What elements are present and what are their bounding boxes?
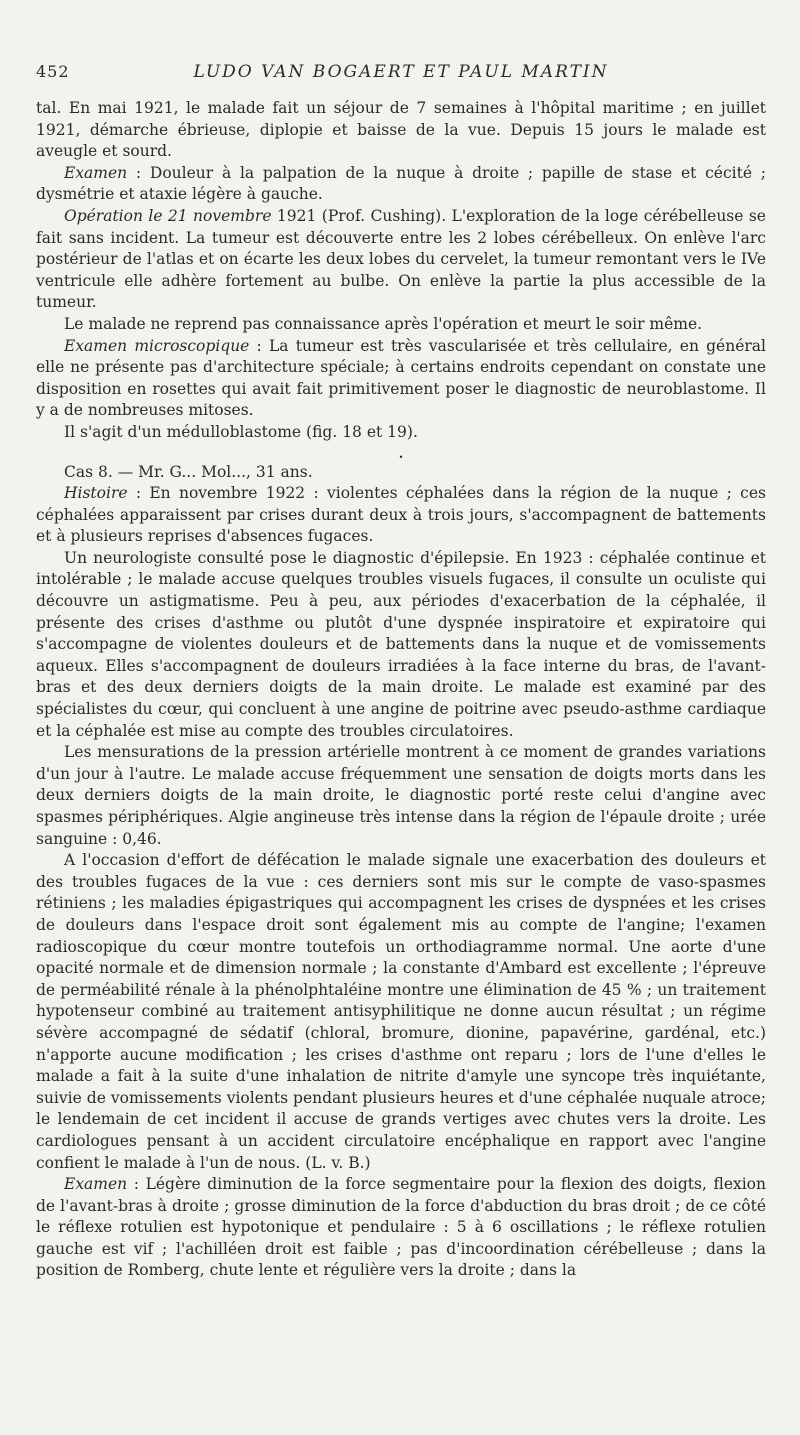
paragraph: Les mensurations de la pression artérielle montrent à ce moment de grandes variations d'un jour à l'autre. Le malade accuse fréquemment une sensation de doigts morts dans les deux derniers doigts de la main droite, le diagnostic porté reste celui d'angine avec spasmes périphériques. Algie angineuse très intense dans la région de l'épaule droite ; urée sanguine : 0,46. — [36, 743, 766, 848]
paragraph-label: Examen microscopique — [64, 336, 250, 355]
body-text — [36, 98, 766, 1282]
section-gap — [36, 444, 766, 454]
paragraph: Opération le 21 novembre 1921 (Prof. Cushing). L'exploration de la loge cérébelleuse se fait sans incident. La tumeur est découverte entre les 2 lobes cérébelleux. On enlève l'arc postérieur de l'atlas et on écarte les deux lobes du cervelet, la tumeur remontant vers le IVe ventricule elle adhère fortement au bulbe. On enlève la partie la plus accessible de la tumeur. — [36, 206, 766, 312]
paragraph-label: Examen — [64, 1175, 128, 1194]
paragraph: Examen : Légère diminution de la force segmentaire pour la flexion des doigts, flexion de l'avant-bras à droite ; grosse diminution de la force d'abduction du bras droit ; de ce côté le réflexe rotulien est hypotonique et pendulaire : 5 à 6 oscillations ; le réflexe rotulien gauche est vif ; l'achilléen droit est faible ; pas d'incoordination cérébelleuse ; dans la position de Romberg, chute lente et régulière vers la droite ; dans la — [36, 1175, 766, 1280]
page-header — [36, 62, 766, 92]
paragraph: Un neurologiste consulté pose le diagnostic d'épilepsie. En 1923 : céphalée continue et intolérable ; le malade accuse quelques troubles visuels fugaces, il consulte un oculiste qui découvre un astigmatisme. Peu à peu, aux périodes d'exacerbation de la céphalée, il présente des crises d'asthme ou plutôt d'une dyspnée inspiratoire et expiratoire qui s'accompagne de violentes douleurs et de battements dans la nuque et de vomissements aqueux. Elles s'accompagnent de douleurs irradiées à la face interne du bras, de l'avant-bras et des deux derniers doigts de la main droite. Le malade est examiné par des spécialistes du cœur, qui concluent à une angine de poitrine avec pseudo-asthme cardiaque et la céphalée est mise au compte des troubles circulatoires. — [36, 548, 766, 740]
paragraph-label: Examen — [64, 163, 128, 182]
paragraph: tal. En mai 1921, le malade fait un séjour de 7 semaines à l'hôpital maritime ; en juillet 1921, démarche ébrieuse, diplopie et baisse de la vue. Depuis 15 jours le malade est aveugle et sourd. — [36, 99, 766, 161]
paragraph-label: Histoire — [64, 484, 128, 503]
paragraph: Examen microscopique : La tumeur est très vascularisée et très cellulaire, en général elle ne présente pas d'architecture spéciale; à certains endroits cependant on constate une disposition en rosettes qui avait fait primitivement poser le diagnostic de neuroblastome. Il y a de nombreuses mitoses. — [36, 336, 766, 420]
paragraph: Histoire : En novembre 1922 : violentes céphalées dans la région de la nuque ; ces céphalées apparaissent par crises durant deux à trois jours, s'accompagnent de battements et à plusieurs reprises d'absences fugaces. — [36, 484, 766, 546]
running-title: LUDO VAN BOGAERT ET PAUL MARTIN — [193, 62, 609, 82]
separator-dot: • — [398, 452, 404, 462]
paragraph: Il s'agit d'un médulloblastome (fig. 18 et 19). — [64, 422, 418, 441]
paragraph: A l'occasion d'effort de défécation le malade signale une exacerbation des douleurs et des troubles fugaces de la vue : ces derniers sont mis sur le compte de vaso-spasmes rétiniens ; les maladies épigastriques qui accompagnent les crises de dyspnées et les crises de douleurs dans l'espace droit sont également mis au compte de l'angine; l'examen radioscopique du cœur montre toutefois un orthodiagramme normal. Une aorte d'une opacité normale et de dimension normale ; la constante d'Ambard est excellente ; l'épreuve de perméabilité rénale à la phénolphtaléine montre une élimination de 45 % ; un traitement hypotenseur combiné au traitement antisyphilitique ne donne aucun résultat ; un régime sévère accompagné de sédatif (chloral, bromure, dionine, papavérine, gardénal, etc.) n'apporte aucune modification ; les crises d'asthme ont reparu ; lors de l'une d'elles le malade a fait à la suite d'une inhalation de nitrite d'amyle une syncope très inquiétante, suivie de vomissements violents pendant plusieurs heures et d'une céphalée nuquale atroce; le lendemain de cet incident il accuse de grands vertiges avec chutes vers la droite. Les cardiologues pensant à un accident circulatoire encéphalique en rapport avec l'angine confient le malade à l'un de nous. (L. v. B.) — [36, 851, 766, 1172]
paragraph-label: Opération le 21 novembre — [64, 206, 272, 225]
paragraph: Le malade ne reprend pas connaissance après l'opération et meurt le soir même. — [64, 314, 703, 333]
paragraph: Examen : Douleur à la palpation de la nuque à droite ; papille de stase et cécité ; dysmétrie et ataxie légère à gauche. — [36, 163, 766, 204]
case-heading: Cas 8. — Mr. G... Mol..., 31 ans. — [64, 462, 313, 481]
page-number: 452 — [36, 62, 70, 81]
